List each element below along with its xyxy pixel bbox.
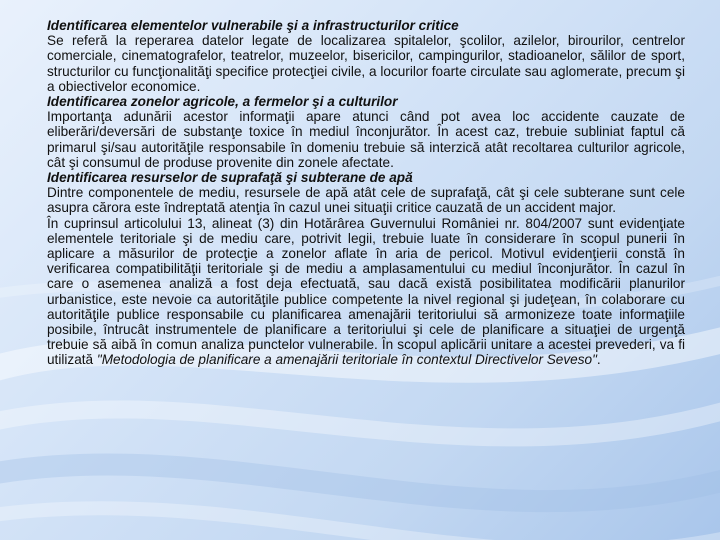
paragraph-vulnerable-elements: Se referă la reperarea datelor legate de localizarea spitalelor, şcolilor, azilelor, birourilor, centrelor comerciale, cinematografelor, teatrelor, muzeelor, bisericilor, campingurilor, stadioanelor, sălilor de sport, structurilor cu funcţionalităţi specifice protecţiei civile, a locurilor foarte circulate sau aglomerate, precum şi a obiectivelor economice. (47, 33, 685, 94)
legal-provisions-tail: . (596, 352, 601, 368)
legal-provisions-text: În cuprinsul articolului 13, alineat (3) din Hotărârea Guvernului României nr. 804/2007 sunt evidenţiate elementele teritoriale şi de mediu care, potrivit legii, trebuie luate în considerare în scopul punerii în aplicare a măsurilor de protecţie a zonelor aflate în aria de pericol. Motivul evidenţierii constă în verificarea compatibilităţii teritoriale şi de mediu a amplasamentului cu mediul înconjurător. În cazul în care o asemenea analiză a fost deja efectuată, sau dacă există posibilitatea modificării planurilor urbanistice, este nevoie ca autorităţile publice competente la nivel regional şi judeţean, în colaborare cu autorităţile publice responsabile cu planificarea amenajării teritoriului să armonizeze toate informaţiile posibile, întrucât instrumentele de planificare a teritoriului şi cele de planificare a situaţiei de urgenţă trebuie să aibă în comun analiza punctelor vulnerabile. În scopul aplicării unitare a acestei prevederi, va fi utilizată (47, 215, 685, 368)
paragraph-legal-provisions (47, 216, 685, 368)
heading-vulnerable-elements: Identificarea elementelor vulnerabile şi a infrastructurilor critice (47, 18, 459, 33)
document-body (47, 18, 685, 368)
methodology-title: "Metodologia de planificare a amenajării teritoriale în contextul Directivelor Seveso" (96, 352, 597, 368)
heading-agricultural-zones: Identificarea zonelor agricole, a fermelor şi a culturilor (47, 94, 398, 110)
heading-water-resources: Identificarea resurselor de suprafaţă şi subterane de apă (47, 170, 413, 186)
paragraph-agricultural-zones: Importanţa adunării acestor informaţii apare atunci când pot avea loc accidente cauzate de eliberări/deversări de substanţe toxice în mediul înconjurător. În acest caz, trebuie subliniat faptul că primarul şi/sau autorităţile responsabile în domeniu trebuie să interzică atât recoltarea culturilor agricole, cât şi consumul de produse provenite din zonele afectate. (47, 109, 685, 170)
paragraph-water-resources: Dintre componentele de mediu, resursele de apă atât cele de suprafaţă, cât şi cele subterane sunt cele asupra cărora este îndreptată atenţia în cazul unei situaţii critice cauzată de un accident major. (47, 185, 685, 216)
